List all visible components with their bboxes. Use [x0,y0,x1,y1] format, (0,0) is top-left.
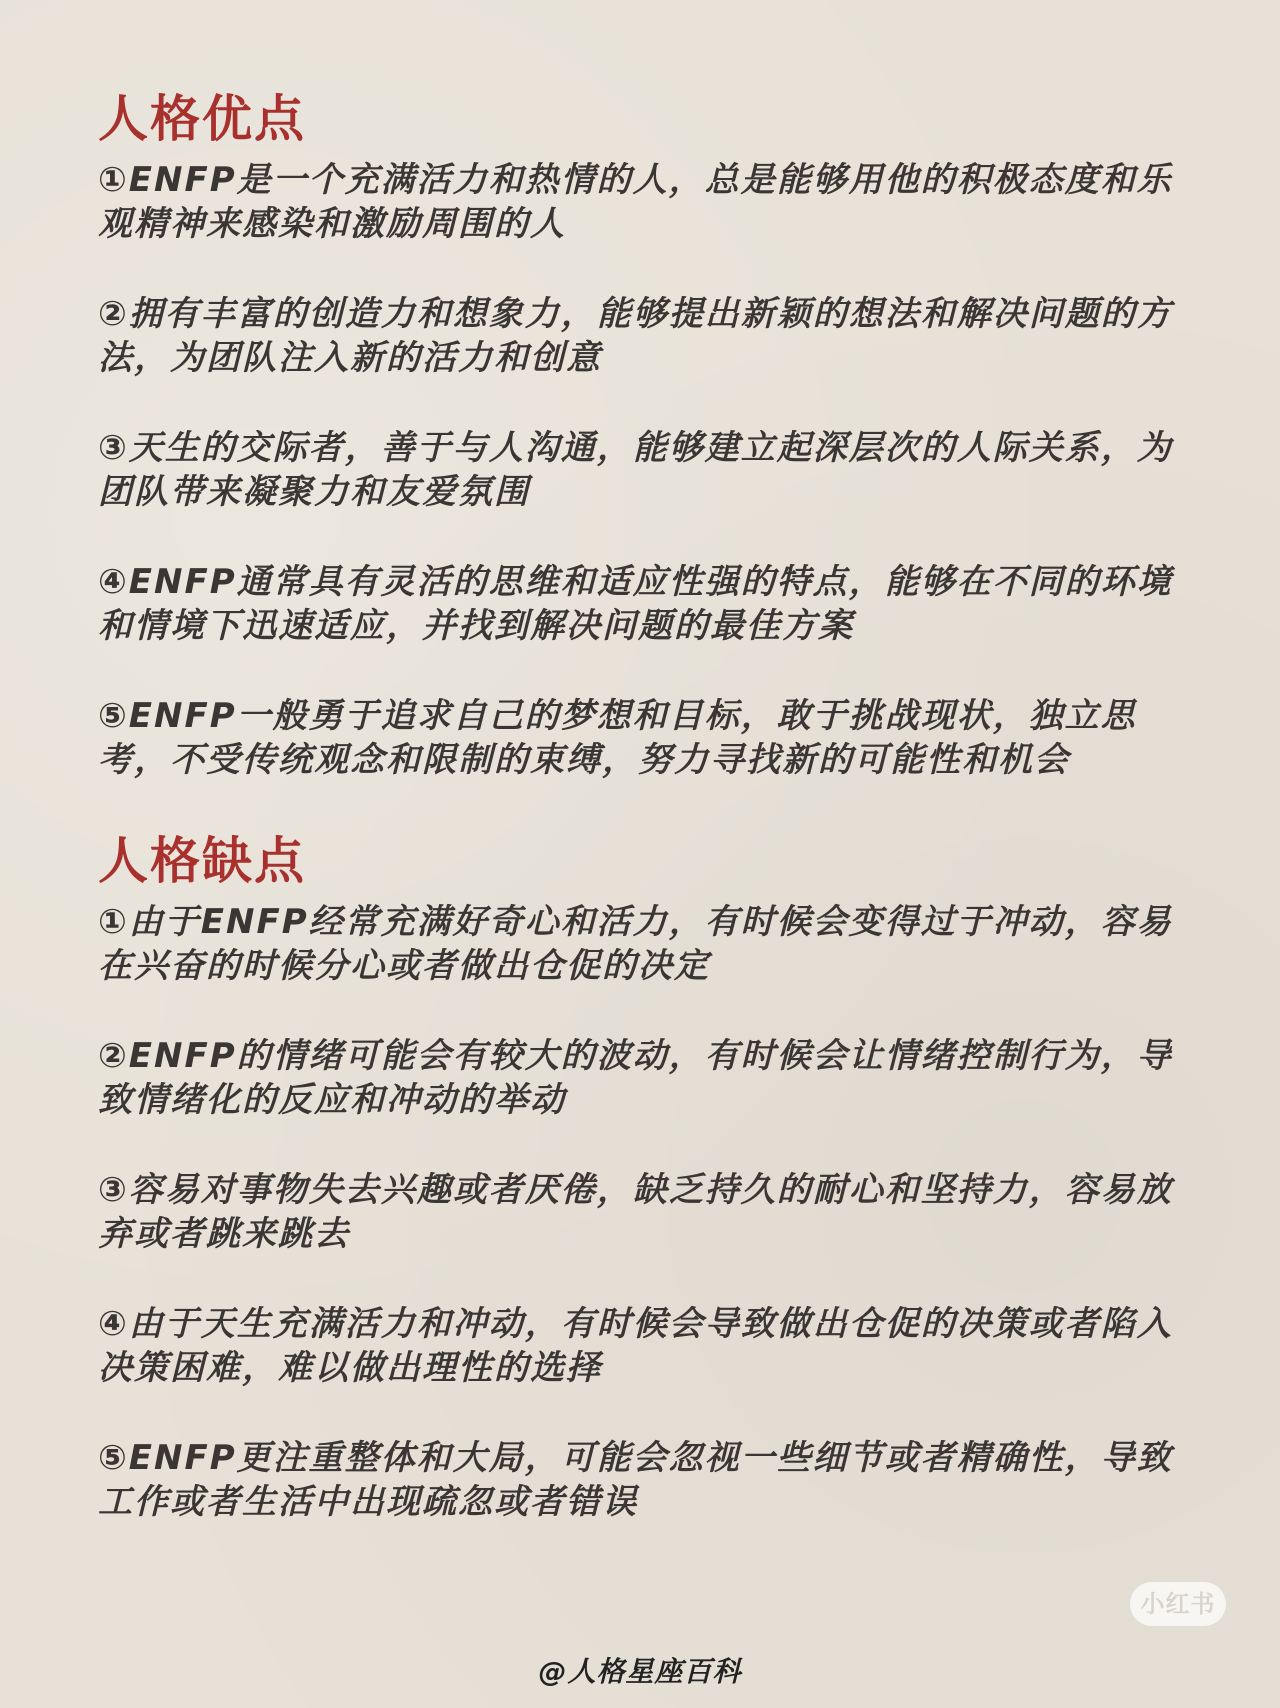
section-title: 人格优点 [98,90,306,148]
list-item: ③容易对事物失去兴趣或者厌倦，缺乏持久的耐心和坚持力，容易放弃或者跳来跳去 [98,1170,1173,1254]
main-content [98,86,1178,1570]
list-item: ①ENFP是一个充满活力和热情的人，总是能够用他的积极态度和乐观精神来感染和激励周围的人 [98,160,1173,244]
section-weaknesses [98,828,1178,1524]
list-item: ⑤ENFP更注重整体和大局，可能会忽视一些细节或者精确性，导致工作或者生活中出现疏忽或者错误 [98,1438,1173,1522]
list-item: ③天生的交际者，善于与人沟通，能够建立起深层次的人际关系，为团队带来凝聚力和友爱氛围 [98,428,1173,512]
list-item: ②拥有丰富的创造力和想象力，能够提出新颖的想法和解决问题的方法，为团队注入新的活力和创意 [98,294,1173,378]
footer-author: @人格星座百科 [538,1655,742,1688]
list-item: ④ENFP通常具有灵活的思维和适应性强的特点，能够在不同的环境和情境下迅速适应，并找到解决问题的最佳方案 [98,562,1173,646]
xiaohongshu-watermark: 小红书 [1130,1582,1226,1626]
list-item: ④由于天生充满活力和冲动，有时候会导致做出仓促的决策或者陷入决策困难，难以做出理性的选择 [98,1304,1173,1388]
list-item: ①由于ENFP经常充满好奇心和活力，有时候会变得过于冲动，容易在兴奋的时候分心或者做出仓促的决定 [98,902,1173,986]
section-title: 人格缺点 [98,832,306,890]
list-item: ⑤ENFP一般勇于追求自己的梦想和目标，敢于挑战现状，独立思考，不受传统观念和限制的束缚，努力寻找新的可能性和机会 [98,696,1137,780]
section-strengths [98,86,1178,782]
list-item: ②ENFP的情绪可能会有较大的波动，有时候会让情绪控制行为，导致情绪化的反应和冲动的举动 [98,1036,1173,1120]
